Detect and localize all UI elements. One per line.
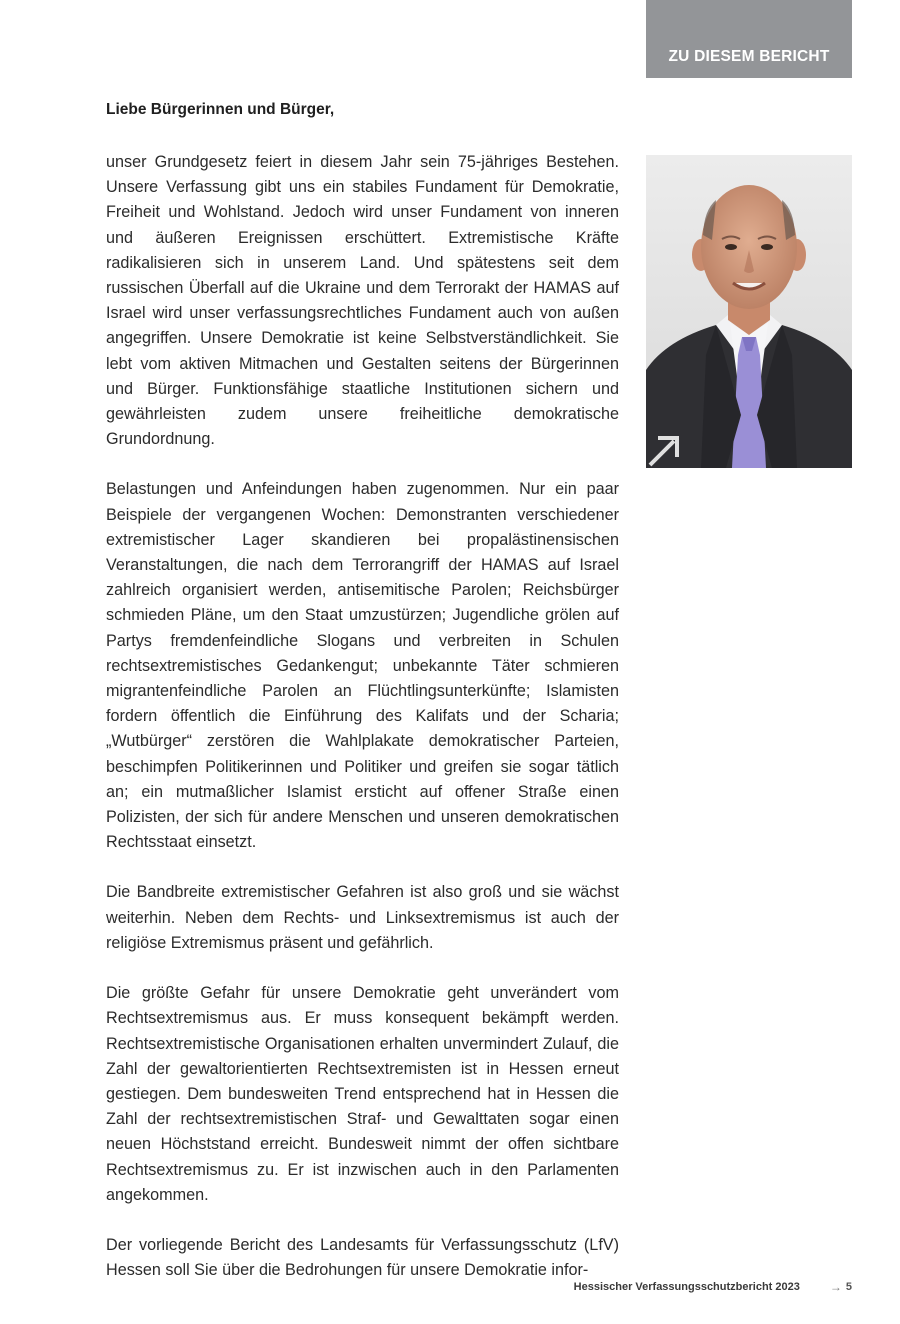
portrait-illustration <box>646 155 852 468</box>
paragraph: Der vorliegende Bericht des Landesamts für Verfassungsschutz (LfV) Hessen soll Sie über die Bedrohungen für unsere Demokratie infor- <box>106 1235 619 1280</box>
paragraph: Die Bandbreite extremistischer Gefahren ist also groß und sie wächst weiterhin. Neben dem Rechts- und Linksextremismus ist auch der religiöse Extremismus präsent und gefährlich. <box>106 883 619 952</box>
page-footer <box>0 1280 852 1294</box>
publication-title: Hessischer Verfassungsschutzbericht 2023 <box>573 1281 800 1293</box>
paragraph: unser Grundgesetz feiert in diesem Jahr sein 75-jähriges Bestehen. Unsere Verfassung gibt uns ein stabiles Fundament für Demokratie, Freiheit und Wohlstand. Jedoch wird unser Fundament von inneren und äußeren Ereignissen erschüttert. Extremistische Kräfte radikalisieren sich in unserem Land. Und spätestens seit dem russischen Überfall auf die Ukraine und dem Terrorakt der HAMAS auf Israel wird unser verfassungsrechtliches Fundament auch von außen angegriffen. Unsere Demokratie ist keine Selbstverständlichkeit. Sie lebt vom aktiven Mitmachen und Gestalten seitens der Bürgerinnen und Bürger. Funktionsfähige staatliche Institutionen sichern und gewährleisten zudem unsere freiheitliche demokratische Grundordnung. <box>106 153 619 449</box>
paragraph: Belastungen und Anfeindungen haben zugenommen. Nur ein paar Beispiele der vergangenen Wochen: Demonstranten verschiedener extremistischer Lager skandieren bei propalästinensischen Veranstaltungen, die nach dem Terrorangriff der HAMAS auf Israel zahlreich organisiert werden, antisemitische Parolen; Reichsbürger schmieden Pläne, um den Staat umzustürzen; Jugendliche grölen auf Partys fremdenfeindliche Slogans und verbreiten in Schulen rechtsextremistisches Gedankengut; unbekannte Täter schmieren migrantenfeindliche Parolen an Flüchtlingsunterkünfte; Islamisten fordern öffentlich die Einführung des Kalifats und der Scharia; „Wutbürger“ zerstören die Wahlplakate demokratischer Parteien, beschimpfen Politikerinnen und Politiker und greifen sie sogar tätlich an; ein mutmaßlicher Islamist ersticht auf offener Straße einen Polizisten, der sich für andere Menschen und unseren demokratischen Rechtsstaat einsetzt. <box>106 480 619 852</box>
letter-body <box>106 150 619 1308</box>
section-tab <box>646 0 852 78</box>
salutation: Liebe Bürgerinnen und Bürger, <box>106 101 335 118</box>
page-number: 5 <box>845 1281 852 1293</box>
section-label: ZU DIESEM BERICHT <box>668 48 830 65</box>
paragraph: Die größte Gefahr für unsere Demokratie geht unverändert vom Rechtsextremismus aus. Er muss konsequent bekämpft werden. Rechtsextremistische Organisationen erhalten unvermindert Zulauf, die Zahl der gewaltorientierten Rechtsextremisten ist in Hessen erneut gestiegen. Dem bundesweiten Trend entsprechend hat in Hessen die Zahl der rechtsextremistischen Straf- und Gewalttaten sogar einen neuen Höchststand erreicht. Bundesweit nimmt der offen sichtbare Rechtsextremismus zu. Er ist inzwischen auch in den Parlamenten angekommen. <box>106 984 619 1204</box>
arrow-right-icon: → <box>829 1280 842 1294</box>
portrait-photo <box>646 155 852 468</box>
